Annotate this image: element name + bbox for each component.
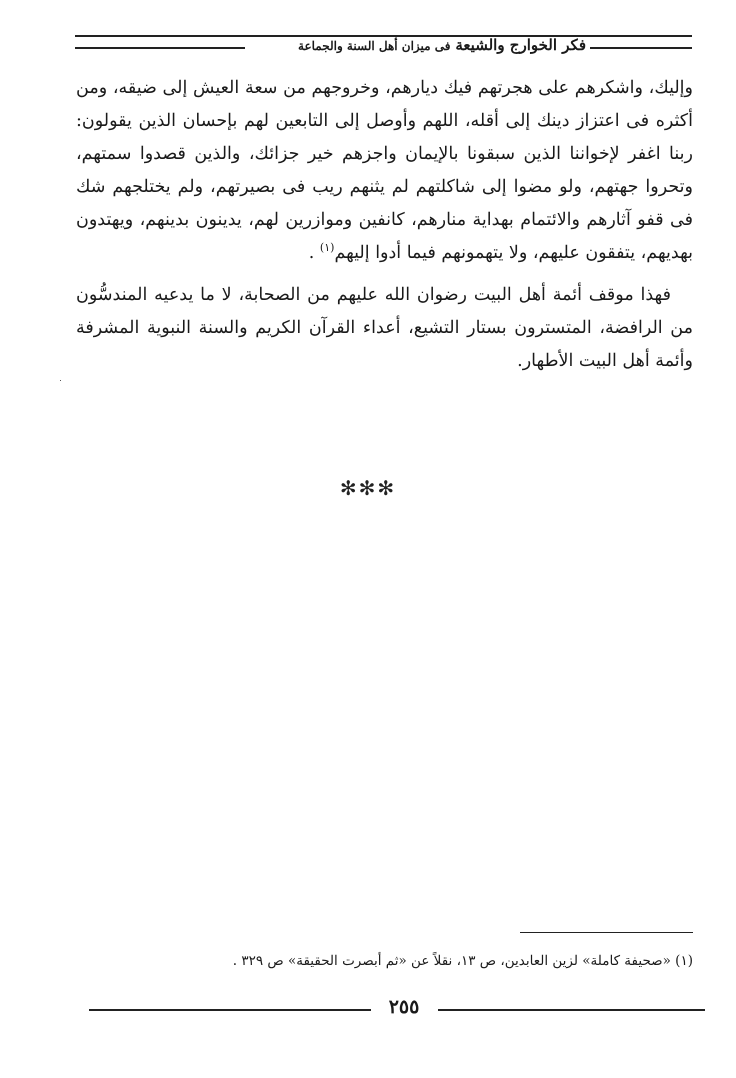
footer-rule-left — [89, 1009, 371, 1011]
scan-speck — [60, 380, 61, 381]
paragraph-1-text: وإليك، واشكرهم على هجرتهم فيك ديارهم، وخروجهم من سعة العيش إلى ضيقه، ومن أكثره فى اعتزاز دينك إلى أقله، اللهم وأوصل إلى التابعين لهم بإحسان الذين يقولون: ربنا اغفر لإخواننا الذين سبقونا بالإيمان واجزهم خير جزائك، والذين قصدوا سمتهم، وتحروا جهتهم، ولو مضوا إلى شاكلتهم لم يثنهم ريب فى بصيرتهم، ولم يختلجهم شك فى قفو آثارهم والائتمام بهداية منارهم، كانفين وموازرين لهم، يدينون بدينهم، ويهتدون بهديهم، يتفقون عليهم، ولا يتهمونهم فيما أدوا إليهم — [76, 78, 693, 263]
paragraph-1 — [76, 72, 693, 270]
header-title-main: فكر الخوارج والشيعة — [455, 36, 586, 54]
header-rule-right — [590, 47, 692, 49]
paragraph-1-end: . — [308, 243, 320, 263]
footnote-rule — [520, 932, 693, 933]
footnote-reference[interactable]: (١) — [319, 241, 335, 255]
header-title-sub: فى ميزان أهل السنة والجماعة — [298, 39, 451, 53]
header-rule-left — [75, 47, 245, 49]
page-number: ٢٥٥ — [388, 996, 420, 1018]
footnote: (١) «صحيفة كاملة» لزين العابدين، ص ١٣، نقلاً عن «ثم أبصرت الحقيقة» ص ٣٢٩ . — [232, 953, 693, 969]
main-text — [76, 72, 693, 378]
paragraph-2: فهذا موقف أئمة أهل البيت رضوان الله عليهم من الصحابة، لا ما يدعيه المندسُّون من الرافضة، المتسترون بستار التشيع، أعداء القرآن الكريم والسنة النبوية المشرفة وأئمة أهل البيت الأطهار. — [76, 285, 693, 371]
footer-rule-right — [438, 1009, 705, 1011]
running-header — [298, 36, 586, 54]
section-separator: ✻✻✻ — [339, 476, 397, 500]
